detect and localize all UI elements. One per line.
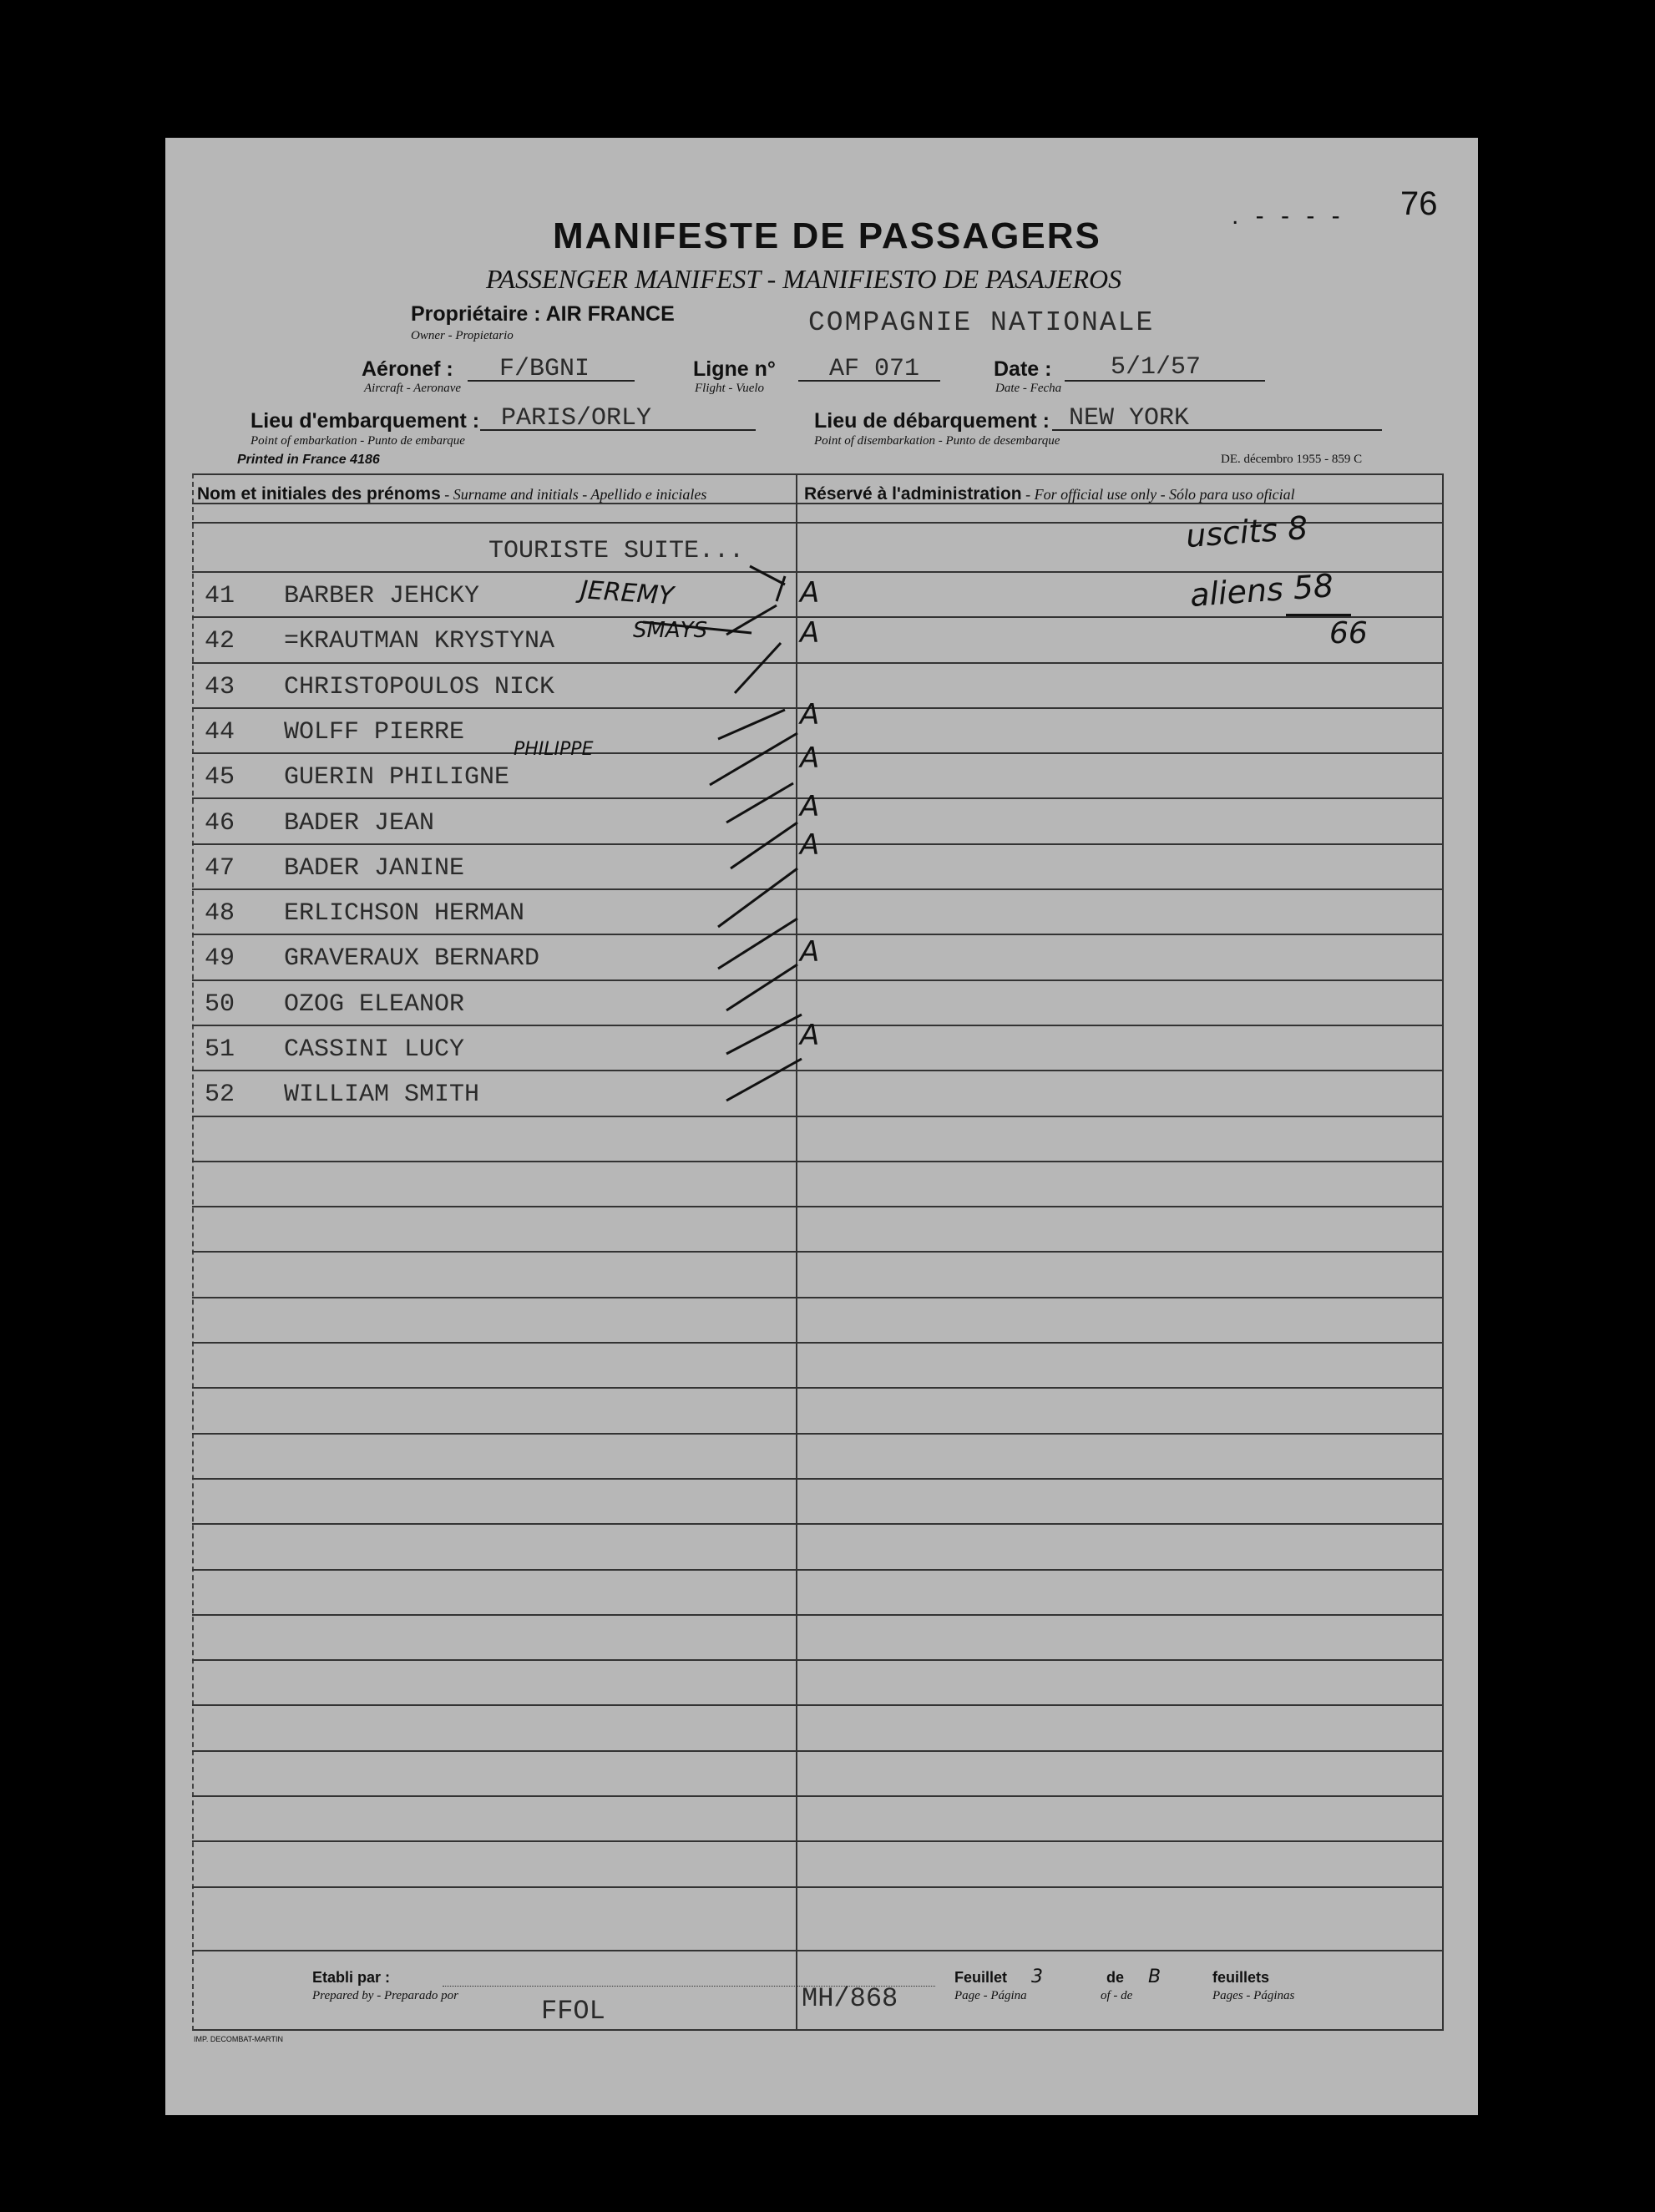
ruled-line (192, 888, 1444, 890)
passenger-number: 48 (205, 899, 235, 928)
passenger-name: BADER JEAN (284, 809, 435, 838)
passenger-number: 43 (205, 673, 235, 701)
handwritten-a-mark: A (800, 698, 820, 731)
reference-number: MH/868 (802, 1983, 898, 2014)
ruled-line (192, 1206, 1444, 1207)
passenger-number: 45 (205, 763, 235, 792)
passenger-number: 47 (205, 854, 235, 883)
disembarkation-value: NEW YORK (1069, 404, 1190, 433)
ruled-line (192, 503, 1444, 504)
ruled-line (192, 1659, 1444, 1661)
ruled-line (192, 1342, 1444, 1344)
passenger-number: 42 (205, 627, 235, 656)
date-value: 5/1/57 (1111, 353, 1202, 382)
imprint: IMP. DECOMBAT-MARTIN (194, 2035, 284, 2043)
handwritten-a-mark: A (800, 828, 820, 862)
ruled-line (192, 1433, 1444, 1435)
flight-sublabel: Flight - Vuelo (695, 382, 765, 395)
ruled-line (192, 1478, 1444, 1480)
passenger-number: 51 (205, 1035, 235, 1064)
disembarkation-label: Lieu de débarquement : (814, 409, 1050, 433)
owner-label: Propriétaire : AIR FRANCE (411, 302, 675, 326)
column-header-names: Nom et initiales des prénoms - Surname and initials - Apellido e iniciales (197, 484, 707, 504)
date-label: Date : (994, 357, 1052, 381)
aircraft-sublabel: Aircraft - Aeronave (364, 382, 462, 395)
sheet-value: 3 (1031, 1967, 1043, 1987)
ruled-line (192, 1161, 1444, 1162)
ruled-line (192, 1840, 1444, 1842)
ruled-line (192, 1950, 1444, 1951)
handwritten-jeremy: JEREMY (579, 575, 675, 611)
passenger-number: 49 (205, 944, 235, 973)
handwritten-aliens: aliens 58 (1188, 567, 1335, 614)
page-number: 76 (1400, 185, 1438, 222)
handwritten-a-mark: A (800, 576, 820, 610)
of-value: B (1148, 1967, 1162, 1987)
handwritten-a-mark: A (800, 742, 820, 775)
ruled-line (192, 1387, 1444, 1389)
passenger-name: GUERIN PHILIGNE (284, 763, 510, 792)
passenger-name: BARBER JEHCKY (284, 582, 480, 610)
ruled-line (192, 1523, 1444, 1525)
pages-label: feuillets (1212, 1969, 1270, 1986)
aircraft-value: F/BGNI (499, 355, 590, 383)
passenger-name: WILLIAM SMITH (284, 1081, 480, 1109)
dots-mark: . - - - - (1232, 202, 1345, 230)
document-title: MANIFESTE DE PASSAGERS (553, 215, 1101, 256)
ruled-line (192, 1795, 1444, 1797)
of-label: de (1106, 1969, 1125, 1986)
ruled-line (192, 1297, 1444, 1298)
prepared-sublabel: Prepared by - Preparado por (312, 1989, 458, 2002)
passenger-name: ERLICHSON HERMAN (284, 899, 525, 928)
ruled-line (192, 662, 1444, 664)
sheet-label: Feuillet (954, 1969, 1008, 1986)
form-code: DE. décembro 1955 - 859 C (1221, 453, 1363, 466)
handwritten-smays: SMAYS (633, 618, 708, 643)
ruled-line (192, 1750, 1444, 1752)
handwritten-us-citizens: uscits 8 (1184, 509, 1309, 555)
prepared-label: Etabli par : (312, 1969, 391, 1986)
owner-sublabel: Owner - Propietario (411, 329, 514, 342)
ruled-line (192, 1569, 1444, 1571)
passenger-name: BADER JANINE (284, 854, 465, 883)
ruled-line (192, 1886, 1444, 1888)
passenger-number: 41 (205, 582, 235, 610)
passenger-number: 44 (205, 718, 235, 747)
printed-note: Printed in France 4186 (237, 453, 380, 467)
embarkation-label: Lieu d'embarquement : (251, 409, 480, 433)
of-sublabel: of - de (1101, 1989, 1133, 2002)
passenger-name: OZOG ELEANOR (284, 990, 465, 1019)
passenger-number: 50 (205, 990, 235, 1019)
handwritten-total: 66 (1329, 616, 1368, 650)
handwritten-a-mark: A (800, 1019, 820, 1052)
ruled-line (192, 1704, 1444, 1706)
embarkation-sublabel: Point of embarkation - Punto de embarque (251, 434, 465, 448)
aircraft-label: Aéronef : (362, 357, 453, 381)
ruled-line (192, 1070, 1444, 1071)
passenger-name: =KRAUTMAN KRYSTYNA (284, 627, 555, 656)
passenger-number: 52 (205, 1081, 235, 1109)
section-title: TOURISTE SUITE... (488, 537, 745, 565)
flight-label: Ligne n° (693, 357, 776, 381)
disembarkation-sublabel: Point of disembarkation - Punto de desembarque (814, 434, 1060, 448)
handwritten-a-mark: A (800, 790, 820, 823)
passenger-name: CHRISTOPOULOS NICK (284, 673, 555, 701)
handwritten-a-mark: A (800, 616, 820, 650)
column-header-admin: Réservé à l'administration - For official use only - Sólo para uso oficial (804, 484, 1295, 504)
ruled-line (192, 979, 1444, 981)
date-sublabel: Date - Fecha (995, 382, 1062, 395)
passenger-number: 46 (205, 809, 235, 838)
prepared-value: FFOL (541, 1996, 605, 2027)
document-subtitle: PASSENGER MANIFEST - MANIFIESTO DE PASAJEROS (486, 264, 1122, 294)
embarkation-value: PARIS/ORLY (501, 404, 652, 433)
pages-sublabel: Pages - Páginas (1212, 1989, 1295, 2002)
sheet-sublabel: Page - Página (954, 1989, 1027, 2002)
ruled-line (192, 1614, 1444, 1616)
handwritten-philippe: PHILIPPE (514, 739, 594, 760)
passenger-name: GRAVERAUX BERNARD (284, 944, 540, 973)
flight-value: AF 071 (829, 355, 920, 383)
owner-value: COMPAGNIE NATIONALE (808, 307, 1155, 338)
ruled-line (192, 1251, 1444, 1253)
passenger-name: CASSINI LUCY (284, 1035, 465, 1064)
handwritten-a-mark: A (800, 935, 820, 969)
passenger-name: WOLFF PIERRE (284, 718, 465, 747)
ruled-line (192, 1116, 1444, 1117)
